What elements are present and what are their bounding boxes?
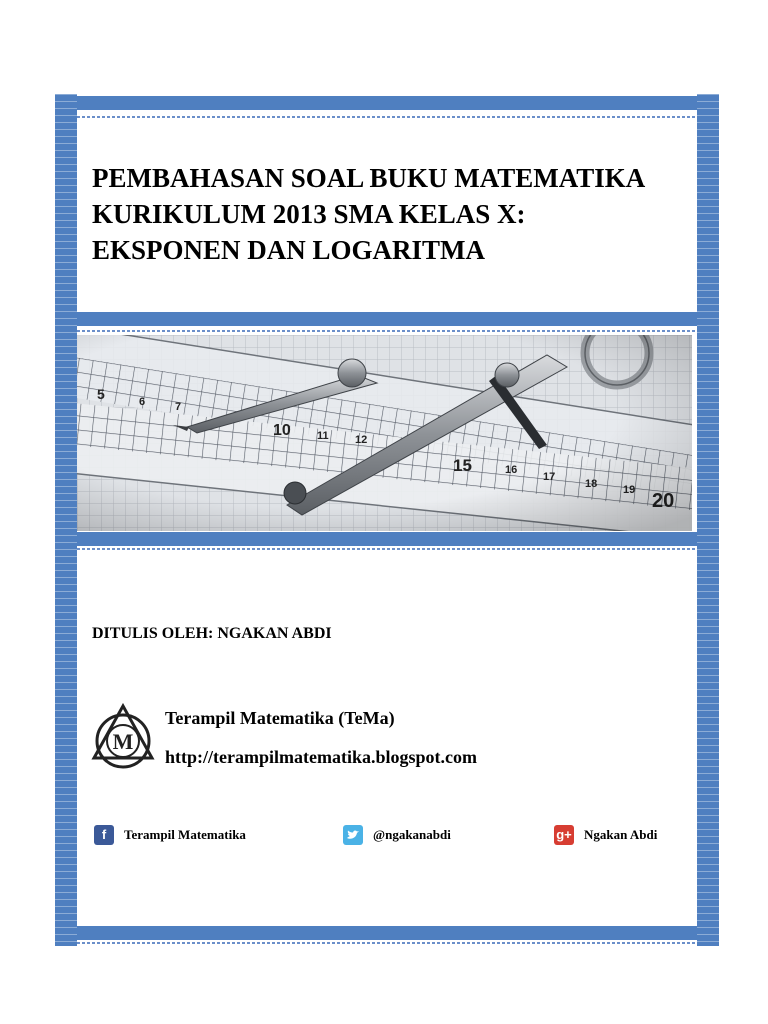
photo-top-bar <box>77 312 697 326</box>
top-frame-bar <box>77 96 697 110</box>
title-line-2: KURIKULUM 2013 SMA KELAS X: <box>92 199 526 229</box>
facebook-link[interactable] <box>94 824 246 846</box>
organization-name: Terampil Matematika (TeMa) <box>165 708 395 728</box>
top-divider-rule <box>77 116 697 118</box>
right-frame-bar <box>697 94 719 946</box>
ruler-compass-photo <box>77 335 692 531</box>
bottom-divider-rule <box>77 942 697 944</box>
title-line-3: EKSPONEN DAN LOGARITMA <box>92 235 486 265</box>
bottom-frame-bar <box>77 926 697 940</box>
google-plus-link[interactable] <box>554 824 657 846</box>
left-frame-bar <box>55 94 77 946</box>
google-plus-label: Ngakan Abdi <box>584 827 658 842</box>
google-plus-icon: g+ <box>554 825 574 845</box>
twitter-label: @ngakanabdi <box>373 827 451 842</box>
facebook-label: Terampil Matematika <box>124 827 246 842</box>
photo-top-rule <box>77 330 697 332</box>
logo-letter: M <box>112 729 134 754</box>
photo-bottom-rule <box>77 548 697 550</box>
twitter-icon <box>343 825 363 845</box>
organization-url[interactable]: http://terampilmatematika.blogspot.com <box>165 747 477 767</box>
twitter-link[interactable] <box>343 824 451 846</box>
title-line-1: PEMBAHASAN SOAL BUKU MATEMATIKA <box>92 163 646 193</box>
author-line: DITULIS OLEH: NGAKAN ABDI <box>92 625 332 642</box>
document-title <box>92 160 692 268</box>
photo-bottom-bar <box>77 532 697 546</box>
tema-logo <box>90 703 156 769</box>
facebook-icon: f <box>94 825 114 845</box>
